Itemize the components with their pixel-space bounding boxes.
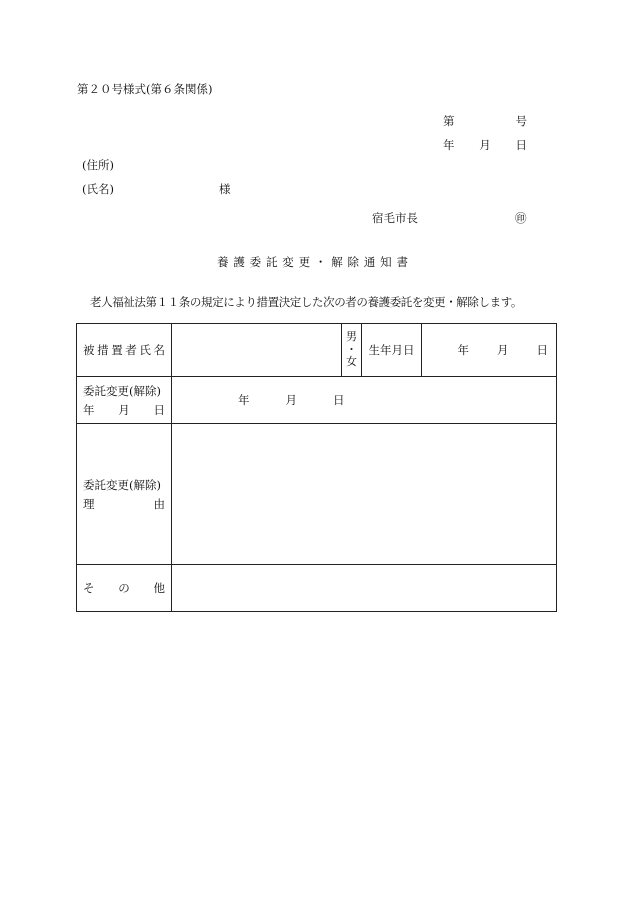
title-char: 養 — [217, 255, 229, 269]
change-date-day: 日 — [333, 393, 345, 407]
label-char: 由 — [153, 496, 165, 511]
title-char: 書 — [396, 255, 408, 269]
label-char: の — [118, 581, 130, 595]
doc-number-suffix: 号 — [515, 114, 527, 128]
subject-name-field[interactable] — [172, 324, 342, 377]
honorific: 様 — [219, 182, 231, 196]
other-field[interactable] — [172, 565, 557, 612]
other-label-cell — [77, 565, 172, 612]
reason-field[interactable] — [172, 424, 557, 565]
sex-male: 男 — [346, 330, 357, 344]
title-char: 委 — [249, 255, 262, 269]
table-row-reason — [77, 424, 557, 565]
document-title — [217, 257, 408, 269]
label-char: 年 — [83, 402, 95, 417]
title-char: 託 — [265, 255, 278, 269]
other-label — [83, 580, 165, 596]
title-char: 更 — [298, 255, 311, 269]
label-char: 措 — [97, 343, 109, 357]
change-date-field[interactable] — [172, 377, 557, 424]
table-row-change-date — [77, 377, 557, 424]
address-label: (住所) — [82, 158, 114, 172]
change-date-month: 月 — [285, 393, 297, 407]
change-date-label-line1: 委託変更(解除) — [83, 383, 161, 398]
reason-label-cell — [77, 424, 172, 565]
label-char: 月 — [118, 402, 130, 417]
dob-day: 日 — [536, 343, 548, 357]
subject-name-label — [83, 342, 165, 358]
label-char: 氏 — [139, 343, 151, 357]
table-row-subject — [77, 324, 557, 377]
issuer: 宿毛市長 — [372, 211, 418, 225]
dob-field[interactable] — [422, 324, 557, 377]
table-row-other — [77, 565, 557, 612]
title-char: ・ — [314, 255, 327, 269]
label-char: 者 — [125, 343, 137, 357]
title-char: 解 — [331, 255, 343, 269]
notice-table — [76, 323, 557, 612]
label-char: 被 — [83, 343, 95, 357]
change-date-label-cell — [77, 377, 172, 424]
label-char: そ — [83, 581, 95, 595]
label-char: 日 — [153, 402, 165, 417]
issue-date-day: 日 — [515, 138, 527, 152]
dob-year: 年 — [457, 343, 469, 357]
document-number — [443, 116, 527, 128]
change-date-year: 年 — [238, 393, 250, 407]
sex-female: 女 — [346, 355, 357, 369]
label-char: 置 — [111, 343, 123, 357]
title-char: 通 — [363, 255, 376, 269]
change-date-label-line2 — [83, 402, 165, 418]
issue-date — [443, 140, 527, 152]
label-char: 他 — [153, 581, 165, 595]
name-label: (氏名) — [82, 182, 114, 196]
dob-month: 月 — [497, 343, 509, 357]
body-text: 老人福祉法第１１条の規定により措置決定した次の者の養護委託を変更・解除します。 — [90, 295, 522, 309]
subject-name-label-cell — [77, 324, 172, 377]
title-char: 護 — [233, 255, 245, 269]
issue-date-year: 年 — [443, 138, 455, 152]
form-number: 第２０号様式(第６条関係) — [77, 82, 213, 96]
sex-separator: ・ — [346, 342, 357, 356]
dob-label: 生年月日 — [368, 343, 415, 357]
sex-field[interactable] — [342, 324, 362, 377]
reason-label-line2 — [83, 496, 165, 512]
seal-mark: ㊞ — [515, 211, 527, 225]
doc-number-prefix: 第 — [443, 114, 455, 128]
issue-date-month: 月 — [479, 138, 491, 152]
label-char: 名 — [153, 343, 165, 357]
label-char: 理 — [83, 496, 95, 511]
title-char: 変 — [282, 255, 294, 269]
title-char: 知 — [380, 255, 392, 269]
reason-label-line1: 委託変更(解除) — [83, 477, 161, 492]
title-char: 除 — [347, 255, 359, 269]
dob-label-cell — [362, 324, 422, 377]
